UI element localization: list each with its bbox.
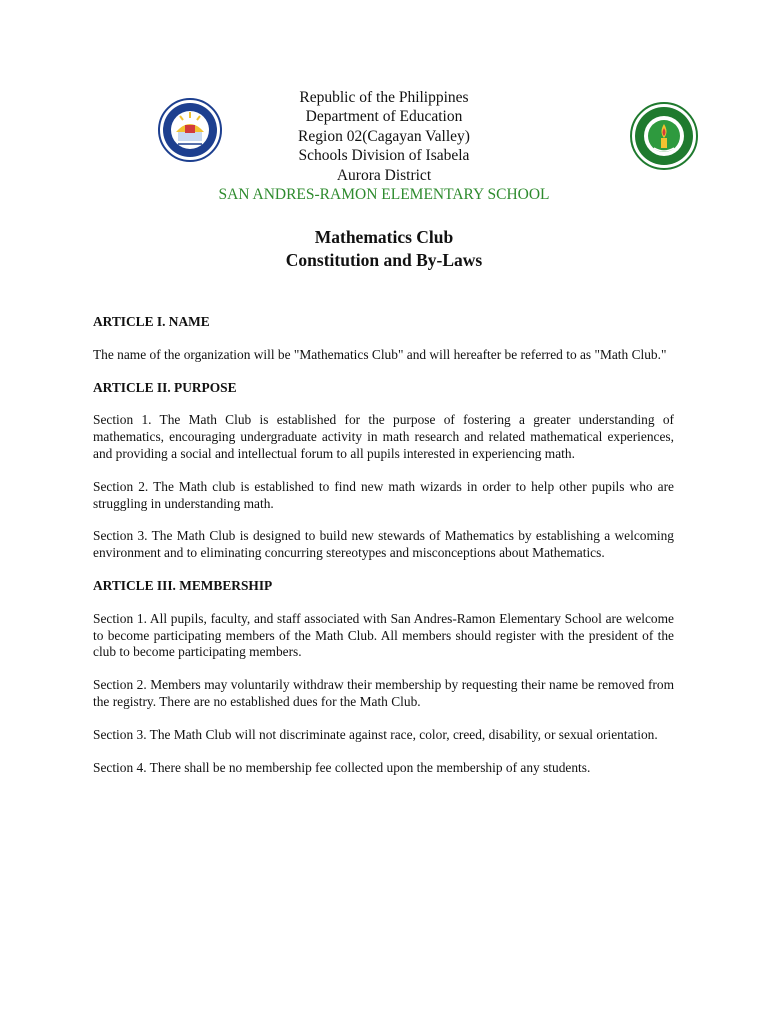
article-paragraph: Section 3. The Math Club will not discriminate against race, color, creed, disability, or sexual orientation.	[93, 726, 658, 742]
letterhead	[0, 88, 768, 204]
header-region: Region 02(Cagayan Valley)	[298, 127, 470, 145]
article-paragraph: Section 4. There shall be no membership fee collected upon the membership of any students.	[93, 759, 591, 775]
header-republic: Republic of the Philippines	[299, 89, 469, 106]
article-paragraph: Section 2. The Math club is established to find new math wizards in order to help other pupils who are struggling in understanding math.	[93, 478, 674, 511]
title-club: Mathematics Club	[314, 227, 454, 247]
article-paragraph: The name of the organization will be "Mathematics Club" and will hereafter be referred to as "Math Club."	[93, 346, 667, 362]
article-paragraph: Section 3. The Math Club is designed to build new stewards of Mathematics by establishing a welcoming environment and to eliminating concurring stereotypes and misconceptions about Mathematics.	[93, 528, 674, 561]
article-heading: ARTICLE II. PURPOSE	[93, 379, 237, 395]
header-division: Schools Division of Isabela	[298, 147, 470, 165]
header-department: Department of Education	[305, 108, 463, 126]
article-paragraph: Section 1. The Math Club is established for the purpose of fostering a greater understanding of mathematics, encouraging undergraduate activity in math research and related mathematical experiences, and providing a social and intellectual forum to all pupils interested in experiencing math.	[93, 412, 674, 461]
article-heading: ARTICLE I. NAME	[93, 314, 210, 329]
document-title	[0, 226, 768, 272]
title-constitution: Constitution and By-Laws	[285, 250, 483, 270]
header-district: Aurora District	[336, 166, 432, 184]
document-body	[93, 314, 674, 792]
article-paragraph: Section 1. All pupils, faculty, and staff associated with San Andres-Ramon Elementary School are welcome to become participating members of the Math Club. All members should register with the president of the club to become participating members.	[93, 610, 674, 660]
header-school-name: SAN ANDRES-RAMON ELEMENTARY SCHOOL	[218, 186, 550, 204]
article-paragraph: Section 2. Members may voluntarily withdraw their membership by requesting their name be removed from the registry. There are no established dues for the Math Club.	[93, 677, 674, 709]
article-heading: ARTICLE III. MEMBERSHIP	[93, 577, 273, 593]
